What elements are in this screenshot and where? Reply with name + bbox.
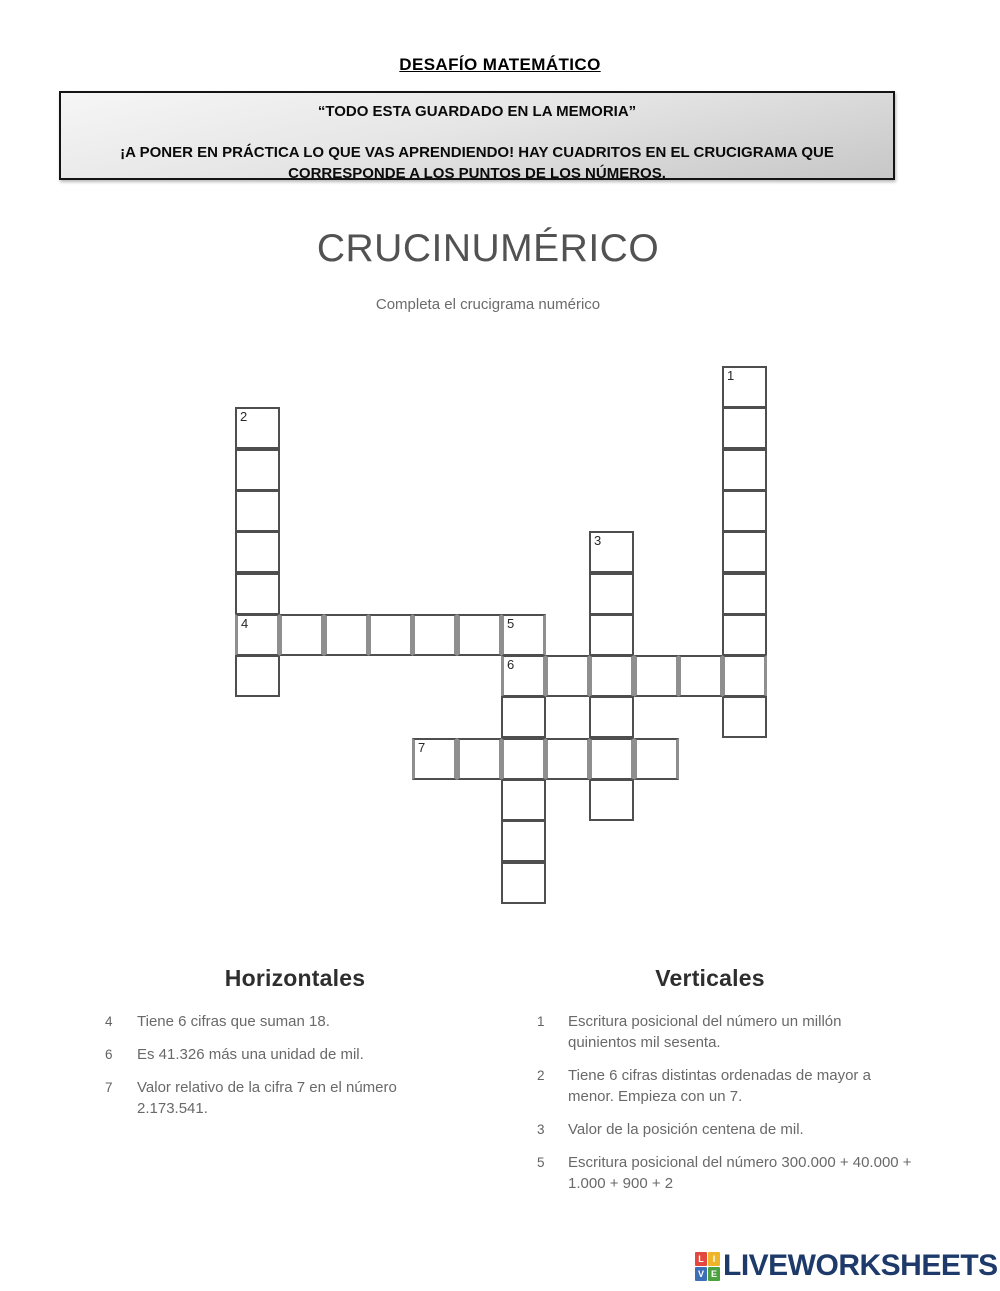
clue-number: 2: [537, 1068, 545, 1083]
vertical-clues-heading: Verticales: [655, 965, 765, 991]
crossword-cell[interactable]: [722, 573, 767, 615]
crossword-cell[interactable]: [722, 614, 767, 656]
crossword-cell[interactable]: [501, 696, 546, 738]
crossword-cell-number: 6: [507, 657, 515, 672]
crossword-cell[interactable]: [324, 614, 369, 656]
clue-item: [85, 1077, 505, 1119]
horizontal-clues-list: [85, 1011, 505, 1119]
clue-text: Tiene 6 cifras que suman 18.: [137, 1013, 330, 1030]
clue-number: 1: [537, 1014, 545, 1029]
puzzle-subtitle: Completa el crucigrama numérico: [375, 296, 601, 313]
clue-item: [85, 1044, 505, 1065]
liveworksheets-squares-icon: [695, 1252, 720, 1281]
crossword-cell-number: 4: [241, 616, 249, 631]
clue-text: Tiene 6 cifras distintas ordenadas de mayor a menor. Empieza con un 7.: [568, 1067, 871, 1105]
crossword-cell-number: 2: [240, 409, 248, 424]
clue-item: [505, 1152, 915, 1194]
horizontal-clues-section: [85, 965, 505, 1131]
logo-square-e: E: [708, 1267, 720, 1281]
logo-square-v: V: [695, 1267, 707, 1281]
clue-item: [505, 1119, 915, 1140]
crossword-cell[interactable]: [235, 531, 280, 573]
crossword-cell[interactable]: [501, 614, 546, 656]
crossword-cell[interactable]: [235, 573, 280, 615]
crossword-cell[interactable]: [501, 655, 546, 697]
clue-number: 5: [537, 1155, 545, 1170]
crossword-cell-number: 5: [507, 616, 515, 631]
crossword-cell[interactable]: [589, 738, 634, 780]
crossword-cell[interactable]: [678, 655, 723, 697]
logo-square-i: I: [708, 1252, 720, 1266]
crossword-cell[interactable]: [235, 490, 280, 532]
crossword-cell[interactable]: [501, 738, 546, 780]
liveworksheets-logo-text: LIVEWORKSHEETS: [723, 1249, 998, 1282]
liveworksheets-logo: [695, 1251, 998, 1281]
instruction-body-line2: CORRESPONDE A LOS PUNTOS DE LOS NÚMEROS.: [288, 165, 666, 182]
crossword-cell[interactable]: [722, 490, 767, 532]
crossword-cell[interactable]: [412, 614, 457, 656]
crossword-cell[interactable]: [235, 449, 280, 491]
clue-number: 4: [105, 1014, 113, 1029]
clue-item: [505, 1011, 915, 1053]
clue-item: [85, 1011, 505, 1032]
clue-item: [505, 1065, 915, 1107]
crossword-cell[interactable]: [589, 779, 634, 821]
clue-text: Es 41.326 más una unidad de mil.: [137, 1046, 364, 1063]
clue-number: 6: [105, 1047, 113, 1062]
crossword-cell[interactable]: [279, 614, 324, 656]
clue-text: Valor relativo de la cifra 7 en el número 2.173.541.: [137, 1079, 397, 1117]
crossword-cell[interactable]: [589, 614, 634, 656]
clue-text: Escritura posicional del número 300.000 + 40.000 + 1.000 + 900 + 2: [568, 1154, 912, 1192]
vertical-clues-list: [505, 1011, 915, 1194]
crossword-cell[interactable]: [368, 614, 413, 656]
instruction-quote: “TODO ESTA GUARDADO EN LA MEMORIA”: [317, 103, 637, 120]
crossword-cell[interactable]: [235, 407, 280, 449]
crossword-cell[interactable]: [235, 655, 280, 697]
horizontal-clues-heading: Horizontales: [224, 965, 366, 991]
puzzle-title: CRUCINUMÉRICO: [316, 227, 660, 270]
crossword-cell[interactable]: [589, 696, 634, 738]
crossword-cell[interactable]: [412, 738, 457, 780]
crossword-cell[interactable]: [589, 531, 634, 573]
crossword-cell[interactable]: [501, 820, 546, 862]
crossword-cell[interactable]: [457, 738, 502, 780]
crossword-cell-number: 1: [727, 368, 735, 383]
crossword-cell[interactable]: [545, 738, 590, 780]
crossword-cell[interactable]: [634, 738, 679, 780]
crossword-cell-number: 3: [594, 533, 602, 548]
crossword-cell[interactable]: [589, 573, 634, 615]
crossword-cell-number: 7: [418, 740, 426, 755]
vertical-clues-section: [505, 965, 915, 1206]
crossword-cell[interactable]: [501, 779, 546, 821]
crossword-cell[interactable]: [235, 614, 280, 656]
clue-text: Escritura posicional del número un millón quinientos mil sesenta.: [568, 1013, 842, 1051]
crossword-cell[interactable]: [722, 449, 767, 491]
crossword-cell[interactable]: [722, 531, 767, 573]
crossword-cell[interactable]: [722, 407, 767, 449]
crossword-cell[interactable]: [457, 614, 502, 656]
clue-number: 3: [537, 1122, 545, 1137]
crossword-cell[interactable]: [545, 655, 590, 697]
crossword-cell[interactable]: [722, 696, 767, 738]
logo-square-l: L: [695, 1252, 707, 1266]
clue-text: Valor de la posición centena de mil.: [568, 1121, 804, 1138]
clue-number: 7: [105, 1080, 113, 1095]
crossword-cell[interactable]: [722, 366, 767, 408]
crossword-cell[interactable]: [501, 862, 546, 904]
instruction-body-line1: ¡A PONER EN PRÁCTICA LO QUE VAS APRENDIENDO! HAY CUADRITOS EN EL CRUCIGRAMA QUE: [120, 144, 834, 161]
crossword-cell[interactable]: [589, 655, 634, 697]
crossword-cell[interactable]: [634, 655, 679, 697]
crossword-cell[interactable]: [722, 655, 767, 697]
page-title: DESAFÍO MATEMÁTICO: [399, 55, 601, 74]
